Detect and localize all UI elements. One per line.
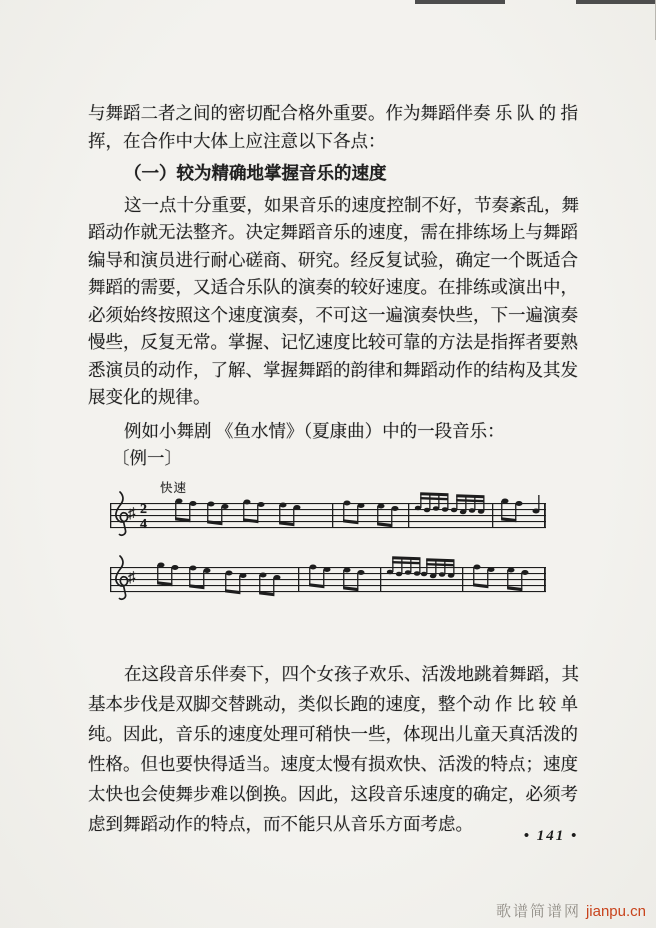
text-line: 在这段音乐伴奏下，四个女孩子欢乐、活泼地跳着舞蹈，其 xyxy=(124,663,579,684)
text-column xyxy=(88,100,593,839)
tempo-marking: 快速 xyxy=(160,480,188,495)
treble-clef-icon xyxy=(116,556,128,599)
text-line: 蹈动作就无法整齐。决定舞蹈音乐的速度，需在排练场上与舞蹈 xyxy=(88,222,578,242)
staff-system-1 xyxy=(110,481,546,535)
treble-clef-icon xyxy=(116,492,128,535)
text-line: 虑到舞蹈动作的特点，而不能只从音乐方面考虑。 xyxy=(88,813,473,834)
example-intro-line: 例如小舞剧 《鱼水情》（夏康曲）中的一段音乐： xyxy=(124,420,505,441)
example-label: 〔例一〕 xyxy=(112,448,182,468)
watermark-site-name: 歌谱简谱网 xyxy=(495,903,581,920)
text-line: 纯。因此，音乐的速度处理可稍快一些，体现出儿童天真活泼的 xyxy=(88,723,578,744)
text-line: 性格。但也要快得适当。速度太慢有损欢快、活泼的特点；速度 xyxy=(88,753,578,774)
page-number-right-dot: • xyxy=(571,828,579,844)
text-line: 基本步伐是双脚交替跳动，类似长跑的速度，整个动 作 比 较 单 xyxy=(88,693,578,714)
sharp-icon: ♯ xyxy=(128,505,136,522)
text-line: 展变化的规律。 xyxy=(88,387,211,407)
text-line: 编导和演员进行耐心磋商、研究。经反复试验，确定一个既适合 xyxy=(88,249,578,270)
text-line: 太快也会使舞步难以倒换。因此，这段音乐速度的确定，必须考 xyxy=(88,783,578,804)
sharp-icon: ♯ xyxy=(128,569,136,586)
staff-system-2 xyxy=(110,556,546,599)
text-line: 必须始终按照这个速度演奏，不可这一遍演奏快些，下一遍演奏 xyxy=(88,304,578,325)
text-line: 挥，在合作中大体上应注意以下各点： xyxy=(88,130,386,151)
text-line: 慢些，反复无常。掌握、记忆速度比较可靠的方法是指挥者要熟 xyxy=(88,332,578,352)
time-signature-bottom: 4 xyxy=(140,516,147,532)
text-line: 悉演员的动作，了解、掌握舞蹈的韵律和舞蹈动作的结构及其发 xyxy=(88,359,578,380)
scan-artifact-bar-right xyxy=(576,0,656,4)
text-line: 舞蹈的需要，又适合乐队的演奏的较好速度。在排练或演出中， xyxy=(88,277,578,297)
page-number-left-dot: • xyxy=(523,828,531,844)
closing-paragraph xyxy=(88,659,593,839)
text-line: 这一点十分重要，如果音乐的速度控制不好，节奏紊乱，舞 xyxy=(124,194,579,215)
music-score xyxy=(102,481,593,641)
section-heading: （一）较为精确地掌握音乐的速度 xyxy=(124,163,387,183)
page-number xyxy=(516,828,586,845)
time-signature-top: 2 xyxy=(140,501,147,517)
music-notation-svg xyxy=(102,481,554,631)
text-line: 与舞蹈二者之间的密切配合格外重要。作为舞蹈伴奏 乐 队 的 指 xyxy=(88,103,578,123)
watermark xyxy=(496,900,646,921)
scan-artifact-bar-left xyxy=(415,0,505,4)
page-number-value: 141 xyxy=(536,828,566,844)
watermark-site-url: jianpu.cn xyxy=(585,903,646,920)
